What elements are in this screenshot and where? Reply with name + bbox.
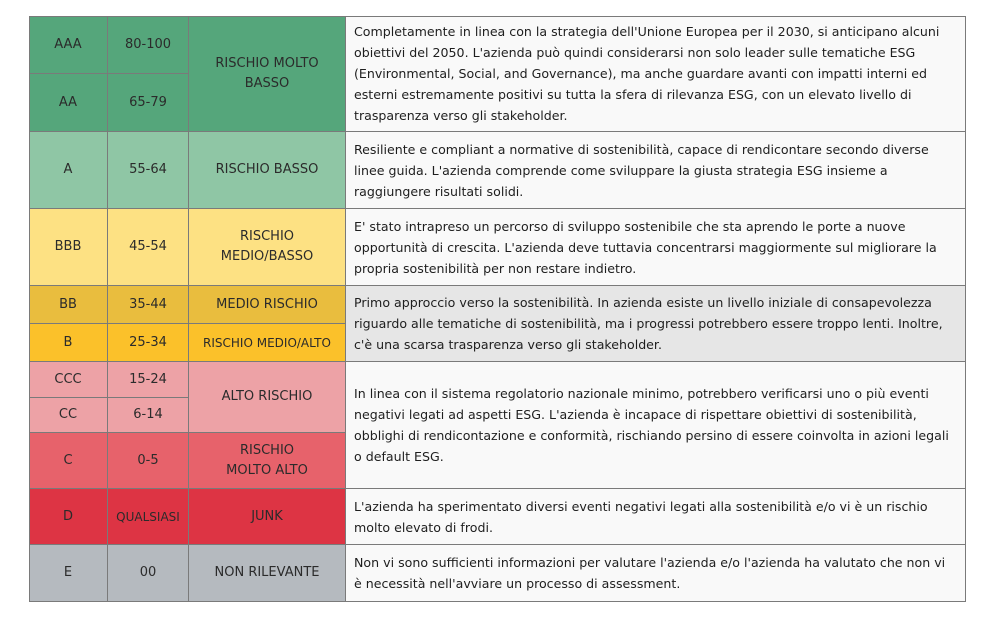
risk-level-cell [189,362,346,433]
score-range-cell [108,545,189,602]
risk-level-cell [189,545,346,602]
score-range: 80-100 [124,36,172,52]
risk-level: RISCHIO MEDIO/ALTO [203,335,331,350]
rating-code-cell [29,362,108,398]
score-range-cell [108,489,189,545]
rating-code: E [63,565,73,580]
risk-level-cell [189,433,346,489]
risk-level-cell [189,286,346,324]
rating-code: C [63,452,73,468]
score-range: 25-34 [129,334,167,350]
risk-level-cell [189,16,346,132]
risk-level: JUNK [251,508,283,524]
rating-code-cell [29,286,108,324]
score-range-cell [108,398,189,433]
rating-code: AA [58,94,78,110]
rating-code-cell [29,489,108,545]
risk-level-cell [189,489,346,545]
score-range: QUALSIASI [116,509,180,524]
rating-code: AAA [54,36,82,52]
risk-level: RISCHIO BASSO [215,162,319,177]
score-range-cell [108,209,189,286]
rating-code-cell [29,132,108,209]
description-cell [346,132,966,209]
rating-code-cell [29,209,108,286]
description-cell [346,286,966,362]
rating-code: B [63,334,73,350]
score-range: 15-24 [129,371,167,387]
risk-level: NON RILEVANTE [214,565,320,580]
risk-level: RISCHIO MEDIO/BASSO [220,229,314,264]
score-range: 65-79 [129,94,167,110]
risk-level-cell [189,209,346,286]
esg-rating-table [29,16,966,602]
description-text: L'azienda ha sperimentato diversi eventi negativi legati alla sostenibilità e/o vi è un rischio molto elevato di frodi. [354,498,928,535]
rating-code: CC [58,407,78,422]
description-cell [346,16,966,132]
rating-code: D [62,508,73,524]
description-cell [346,489,966,545]
score-range-cell [108,362,189,398]
risk-level-cell [189,132,346,209]
score-range: 35-44 [129,296,167,312]
rating-code-cell [29,16,108,74]
rating-code-cell [29,545,108,602]
rating-code-cell [29,324,108,362]
description-text: Non vi sono sufficienti informazioni per valutare l'azienda e/o l'azienda ha valutato che non vi è necessità nell'avviare un processo di assessment. [354,555,946,591]
score-range-cell [108,324,189,362]
score-range: 45-54 [129,239,167,254]
score-range-cell [108,16,189,74]
description-text: Primo approccio verso la sostenibilità. In azienda esiste un livello iniziale di consapevolezza riguardo alle tematiche di sostenibilità, ma i progressi potrebbero essere troppo lenti. Inoltre, c'è una scarsa trasparenza verso gli stakeholder. [354,295,943,352]
score-range: 0-5 [137,452,159,468]
risk-level: MEDIO RISCHIO [216,296,318,312]
score-range-cell [108,132,189,209]
description-cell [346,209,966,286]
score-range-cell [108,286,189,324]
rating-code-cell [29,74,108,132]
rating-code: BBB [54,239,82,254]
description-text: In linea con il sistema regolatorio nazionale minimo, potrebbero verificarsi uno o più eventi negativi legati ad aspetti ESG. L'azienda è incapace di rispettare obiettivi di sostenibilità, obblighi di rendicontazione e conformità, rischiando persino di essere coinvolta in azioni legali o default ESG. [354,386,949,464]
rating-code: CCC [54,371,82,387]
description-text: E' stato intrapreso un percorso di sviluppo sostenibile che sta aprendo le porte a nuove opportunità di crescita. L'azienda deve tuttavia concentrarsi maggiormente sul migliorare la propria sostenibilità per non restare indietro. [354,218,937,276]
score-range: 6-14 [133,407,163,422]
risk-level: RISCHIO MOLTO ALTO [226,442,308,478]
rating-code: BB [59,296,77,312]
description-text: Completamente in linea con la strategia dell'Unione Europea per il 2030, si anticipano alcuni obiettivi del 2050. L'azienda può quindi considerarsi non solo leader sulle tematiche ESG (Environmental, Social, and Governance), ma anche guardare avanti con impatti interni ed esterni estremamente positivi su tutta la sfera di rilevanza ESG, con un elevato livello di trasparenza verso gli stakeholder. [354,24,940,123]
risk-level: RISCHIO MOLTO BASSO [215,55,319,91]
description-cell [346,362,966,489]
rating-code-cell [29,398,108,433]
risk-level: ALTO RISCHIO [221,389,313,404]
score-range: 55-64 [129,162,167,177]
score-range-cell [108,74,189,132]
score-range: 00 [139,565,157,580]
score-range-cell [108,433,189,489]
rating-code-cell [29,433,108,489]
description-cell [346,545,966,602]
risk-level-cell [189,324,346,362]
rating-code: A [63,162,73,177]
description-text: Resiliente e compliant a normative di sostenibilità, capace di rendicontare secondo diverse linee guida. L'azienda comprende come sviluppare la giusta strategia ESG insieme a raggiungere risultati solidi. [354,141,929,199]
